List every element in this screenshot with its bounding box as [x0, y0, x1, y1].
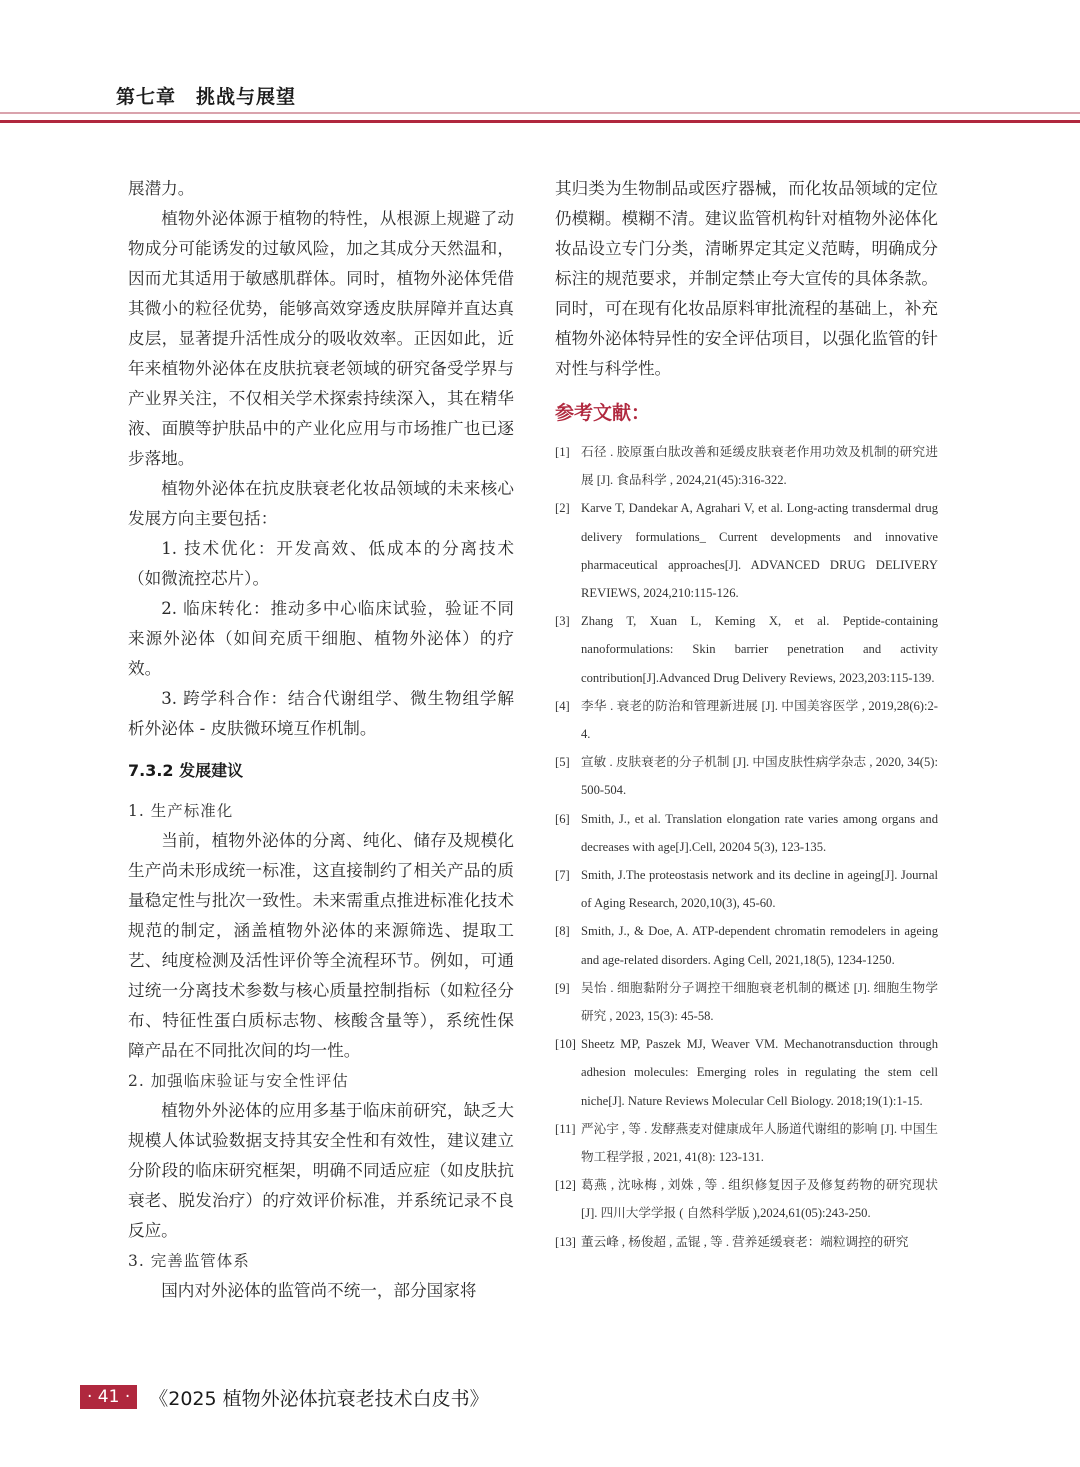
- reference-item: [555, 607, 938, 692]
- reference-number: [2]: [555, 501, 570, 516]
- section-heading: 7.3.2 发展建议: [128, 761, 244, 780]
- reference-number: [7]: [555, 868, 570, 883]
- reference-item: [555, 494, 938, 607]
- reference-item: [555, 1030, 938, 1115]
- reference-text: 李华 . 衰老的防治和管理新进展 [J]. 中国美容医学 , 2019,28(6):2-4.: [581, 698, 938, 742]
- list-item: 2. 临床转化：推动多中心临床试验，验证不同来源外泌体（如间充质干细胞、植物外泌体）的疗效。: [128, 599, 514, 678]
- header-rule-thin: [0, 112, 1080, 114]
- paragraph: 植物外泌体源于植物的特性，从根源上规避了动物成分可能诱发的过敏风险，加之其成分天然温和，因而尤其适用于敏感肌群体。同时，植物外泌体凭借其微小的粒径优势，能够高效穿透皮肤屏障并直达真皮层，显著提升活性成分的吸收效率。正因如此，近年来植物外泌体在皮肤抗衰老领域的研究备受学界与产业界关注，不仅相关学术探索持续深入，其在精华液、面膜等护肤品中的产业化应用与市场推广也已逐步落地。: [128, 209, 514, 468]
- paragraph: 植物外外泌体的应用多基于临床前研究，缺乏大规模人体试验数据支持其安全性和有效性，建议建立分阶段的临床研究框架，明确不同适应症（如皮肤抗衰老、脱发治疗）的疗效评价标准，并系统记录不良反应。: [128, 1101, 514, 1240]
- reference-text: 葛燕 , 沈咏梅 , 刘姝 , 等 . 组织修复因子及修复药物的研究现状 [J]. 四川大学学报 ( 自然科学版 ),2024,61(05):243-250.: [581, 1178, 938, 1221]
- reference-number: [9]: [555, 980, 570, 995]
- reference-text: Smith, J., et al. Translation elongation rate varies among organs and decreases with age[J].Cell, 20204 5(3), 123-135.: [581, 811, 938, 854]
- book-title: 《2025 植物外泌体抗衰老技术白皮书》: [149, 1387, 489, 1410]
- reference-text: 石径 . 胶原蛋白肽改善和延缓皮肤衰老作用功效及机制的研究进展 [J]. 食品科学 , 2024,21(45):316-322.: [581, 445, 938, 488]
- reference-number: [10]: [555, 1037, 576, 1052]
- paragraph: 其归类为生物制品或医疗器械，而化妆品领域的定位仍模糊。模糊不清。建议监管机构针对植物外泌体化妆品设立专门分类，清晰界定其定义范畴，明确成分标注的规范要求，并制定禁止夸大宣传的具体条款。同时，可在现有化妆品原料审批流程的基础上，补充植物外泌体特异性的安全评估项目，以强化监管的针对性与科学性。: [555, 179, 938, 378]
- reference-number: [5]: [555, 755, 570, 770]
- reference-number: [11]: [555, 1121, 576, 1136]
- reference-item: [555, 692, 938, 748]
- subsection-heading: 1. 生产标准化: [128, 802, 234, 820]
- reference-item: [555, 438, 938, 494]
- reference-text: Zhang T, Xuan L, Keming X, et al. Peptide-containing nanoformulations: Skin barrier penetration and activity contribution[J].Advanced Drug Delivery Reviews, 2023,203:115-139.: [581, 614, 938, 685]
- paragraph: 当前，植物外泌体的分离、纯化、储存及规模化生产尚未形成统一标准，这直接制约了相关产品的质量稳定性与批次一致性。未来需重点推进标准化技术规范的制定，涵盖植物外泌体的来源筛选、提取工艺、纯度检测及活性评价等全流程环节。例如，可通过统一分离技术参数与核心质量控制指标（如粒径分布、特征性蛋白质标志物、核酸含量等），系统性保障产品在不同批次间的均一性。: [128, 831, 514, 1060]
- reference-text: Karve T, Dandekar A, Agrahari V, et al. Long-acting transdermal drug delivery formulations_ Current developments and innovative pharmaceutical approaches[J]. ADVANCED DRUG DELIVERY REVIEWS, 2024,210:115-126.: [581, 501, 938, 601]
- reference-number: [3]: [555, 614, 570, 629]
- reference-text: 宣敏 . 皮肤衰老的分子机制 [J]. 中国皮肤性病学杂志 , 2020, 34(5): 500-504.: [581, 755, 938, 798]
- reference-item: [555, 1115, 938, 1171]
- list-item: 1. 技术优化：开发高效、低成本的分离技术（如微流控芯片）。: [128, 539, 514, 588]
- paragraph: 植物外泌体在抗皮肤衰老化妆品领域的未来核心发展方向主要包括：: [128, 479, 514, 528]
- page-number-badge: · 41 ·: [80, 1385, 137, 1409]
- reference-text: Smith, J.The proteostasis network and its decline in ageing[J]. Journal of Aging Research, 2020,10(3), 45-60.: [581, 868, 938, 911]
- reference-item: [555, 1228, 938, 1256]
- reference-number: [13]: [555, 1234, 576, 1249]
- paragraph: 国内对外泌体的监管尚不统一，部分国家将: [161, 1281, 477, 1300]
- subsection-heading: 2. 加强临床验证与安全性评估: [128, 1072, 349, 1090]
- reference-item: [555, 917, 938, 973]
- chapter-title: 第七章 挑战与展望: [116, 86, 297, 108]
- reference-text: Smith, J., & Doe, A. ATP-dependent chromatin remodelers in ageing and age-related disorders. Aging Cell, 2021,18(5), 1234-1250.: [581, 924, 938, 967]
- references-heading: 参考文献：: [555, 402, 651, 424]
- reference-list: [555, 438, 938, 1256]
- subsection-heading: 3. 完善监管体系: [128, 1252, 250, 1270]
- reference-item: [555, 861, 938, 917]
- reference-number: [12]: [555, 1178, 576, 1193]
- reference-item: [555, 748, 938, 804]
- reference-text: 董云峰 , 杨俊超 , 孟锟 , 等 . 营养延缓衰老：端粒调控的研究: [581, 1234, 909, 1249]
- paragraph: 展潜力。: [128, 179, 195, 198]
- header-rule-thick: [0, 120, 1080, 123]
- right-column: [555, 174, 938, 1256]
- list-item: 3. 跨学科合作：结合代谢组学、微生物组学解析外泌体 - 皮肤微环境互作机制。: [128, 689, 514, 738]
- reference-number: [6]: [555, 811, 570, 826]
- reference-number: [4]: [555, 698, 570, 713]
- reference-item: [555, 974, 938, 1030]
- reference-item: [555, 805, 938, 861]
- reference-text: 严沁宇 , 等 . 发酵燕麦对健康成年人肠道代谢组的影响 [J]. 中国生物工程学报 , 2021, 41(8): 123-131.: [581, 1121, 938, 1165]
- reference-text: 吴怡 . 细胞黏附分子调控干细胞衰老机制的概述 [J]. 细胞生物学研究 , 2023, 15(3): 45-58.: [581, 980, 938, 1024]
- reference-item: [555, 1171, 938, 1227]
- page-footer: [80, 1384, 489, 1410]
- reference-text: Sheetz MP, Paszek MJ, Weaver VM. Mechanotransduction through adhesion molecules: Emerging roles in regulating the stem cell niche[J]. Nature Reviews Molecular Cell Biology. 2018;19(1):1-15.: [581, 1037, 938, 1108]
- left-column: [128, 174, 514, 1306]
- reference-number: [1]: [555, 445, 570, 459]
- reference-number: [8]: [555, 924, 570, 939]
